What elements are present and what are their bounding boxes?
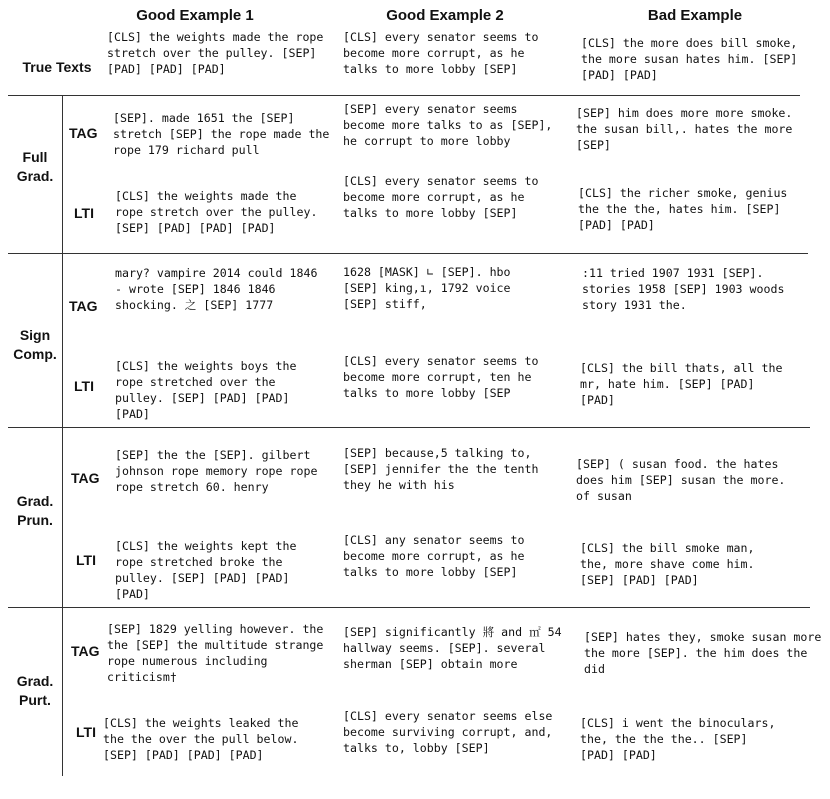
grad-prun-lti-bad: [CLS] the bill smoke man, the, more shave come him. [SEP] [PAD] [PAD]	[580, 541, 755, 587]
grad-purt-tag-ex1: [SEP] 1829 yelling however. the the [SEP] the multitude strange rope numerous including criticism†	[107, 622, 324, 684]
grad-prun-lti-ex2: [CLS] any senator seems to become more corrupt, as he talks to more lobby [SEP]	[343, 533, 525, 579]
grad-purt-lti-ex1: [CLS] the weights leaked the the the over the pull below. [SEP] [PAD] [PAD] [PAD]	[103, 716, 299, 762]
grad-purt-lti-bad: [CLS] i went the binoculars, the, the the the.. [SEP] [PAD] [PAD]	[580, 716, 776, 762]
full-grad-lti-ex1: [CLS] the weights made the rope stretch over the pulley. [SEP] [PAD] [PAD] [PAD]	[115, 189, 318, 235]
separator-line	[8, 253, 808, 254]
method-label-tag: TAG	[69, 298, 98, 314]
method-label-lti: LTI	[74, 378, 94, 394]
sign-comp-lti-ex2: [CLS] every senator seems to become more corrupt, ten he talks to more lobby [SEP	[343, 354, 539, 400]
header-good-example-2: Good Example 2	[386, 7, 504, 24]
sign-comp-tag-bad: :11 tried 1907 1931 [SEP]. stories 1958 [SEP] 1903 woods story 1931 the.	[582, 266, 785, 312]
full-grad-lti-bad: [CLS] the richer smoke, genius the the the, hates him. [SEP] [PAD] [PAD]	[578, 186, 788, 232]
method-label-lti: LTI	[74, 205, 94, 221]
true-text-bad: [CLS] the more does bill smoke, the more susan hates him. [SEP] [PAD] [PAD]	[581, 36, 798, 82]
separator-line	[8, 607, 810, 608]
grad-purt-lti-ex2: [CLS] every senator seems else become surviving corrupt, and, talks to, lobby [SEP]	[343, 709, 553, 755]
grad-purt-tag-bad: [SEP] hates they, smoke susan more the more [SEP]. the him does the did	[584, 630, 822, 676]
grad-prun-tag-bad: [SEP] ( susan food. the hates does him [SEP] susan the more. of susan	[576, 457, 786, 503]
true-text-ex1: [CLS] the weights made the rope stretch over the pulley. [SEP] [PAD] [PAD] [PAD]	[107, 30, 324, 76]
method-label-tag: TAG	[69, 125, 98, 141]
full-grad-lti-ex2: [CLS] every senator seems to become more corrupt, as he talks to more lobby [SEP]	[343, 174, 539, 220]
method-label-lti: LTI	[76, 552, 96, 568]
group-label-grad-purt: Grad. Purt.	[16, 673, 54, 708]
method-label-lti: LTI	[76, 724, 96, 740]
grad-prun-tag-ex2: [SEP] because,5 talking to, [SEP] jennifer the the tenth they he with his	[343, 446, 539, 492]
group-label-full-grad: Full Grad.	[16, 149, 54, 184]
separator-line	[8, 95, 800, 96]
grad-purt-tag-ex2: [SEP] significantly 將 and ㎡ 54 hallway seems. [SEP]. several sherman [SEP] obtain more	[343, 625, 562, 671]
full-grad-tag-ex1: [SEP]. made 1651 the [SEP] stretch [SEP] the rope made the rope 179 richard pull	[113, 111, 330, 157]
separator-line	[8, 427, 810, 428]
sign-comp-tag-ex1: mary? vampire 2014 could 1846 - wrote [SEP] 1846 1846 shocking. 之 [SEP] 1777	[115, 266, 318, 312]
full-grad-tag-bad: [SEP] him does more more smoke. the susan bill,. hates the more [SEP]	[576, 106, 793, 152]
grad-prun-lti-ex1: [CLS] the weights kept the rope stretched broke the pulley. [SEP] [PAD] [PAD] [PAD]	[115, 539, 297, 601]
grad-prun-tag-ex1: [SEP] the the [SEP]. gilbert johnson rope memory rope rope rope stretch 60. henry	[115, 448, 318, 494]
row-label-true-texts: True Texts	[22, 59, 92, 75]
method-label-tag: TAG	[71, 643, 100, 659]
header-good-example-1: Good Example 1	[136, 7, 254, 24]
header-bad-example: Bad Example	[647, 7, 743, 24]
true-text-ex2: [CLS] every senator seems to become more corrupt, as he talks to more lobby [SEP]	[343, 30, 539, 76]
group-label-grad-prun: Grad. Prun.	[16, 493, 54, 528]
group-label-sign-comp: Sign Comp.	[13, 327, 57, 362]
sign-comp-tag-ex2: 1628 [MASK] ∟ [SEP]. hbo [SEP] king,ı, 1792 voice [SEP] stiff,	[343, 265, 511, 311]
sign-comp-lti-ex1: [CLS] the weights boys the rope stretched over the pulley. [SEP] [PAD] [PAD] [PAD]	[115, 359, 297, 421]
full-grad-tag-ex2: [SEP] every senator seems become more talks to as [SEP], he corrupt to more lobby	[343, 102, 553, 148]
sign-comp-lti-bad: [CLS] the bill thats, all the mr, hate him. [SEP] [PAD] [PAD]	[580, 361, 783, 407]
method-label-tag: TAG	[71, 470, 100, 486]
